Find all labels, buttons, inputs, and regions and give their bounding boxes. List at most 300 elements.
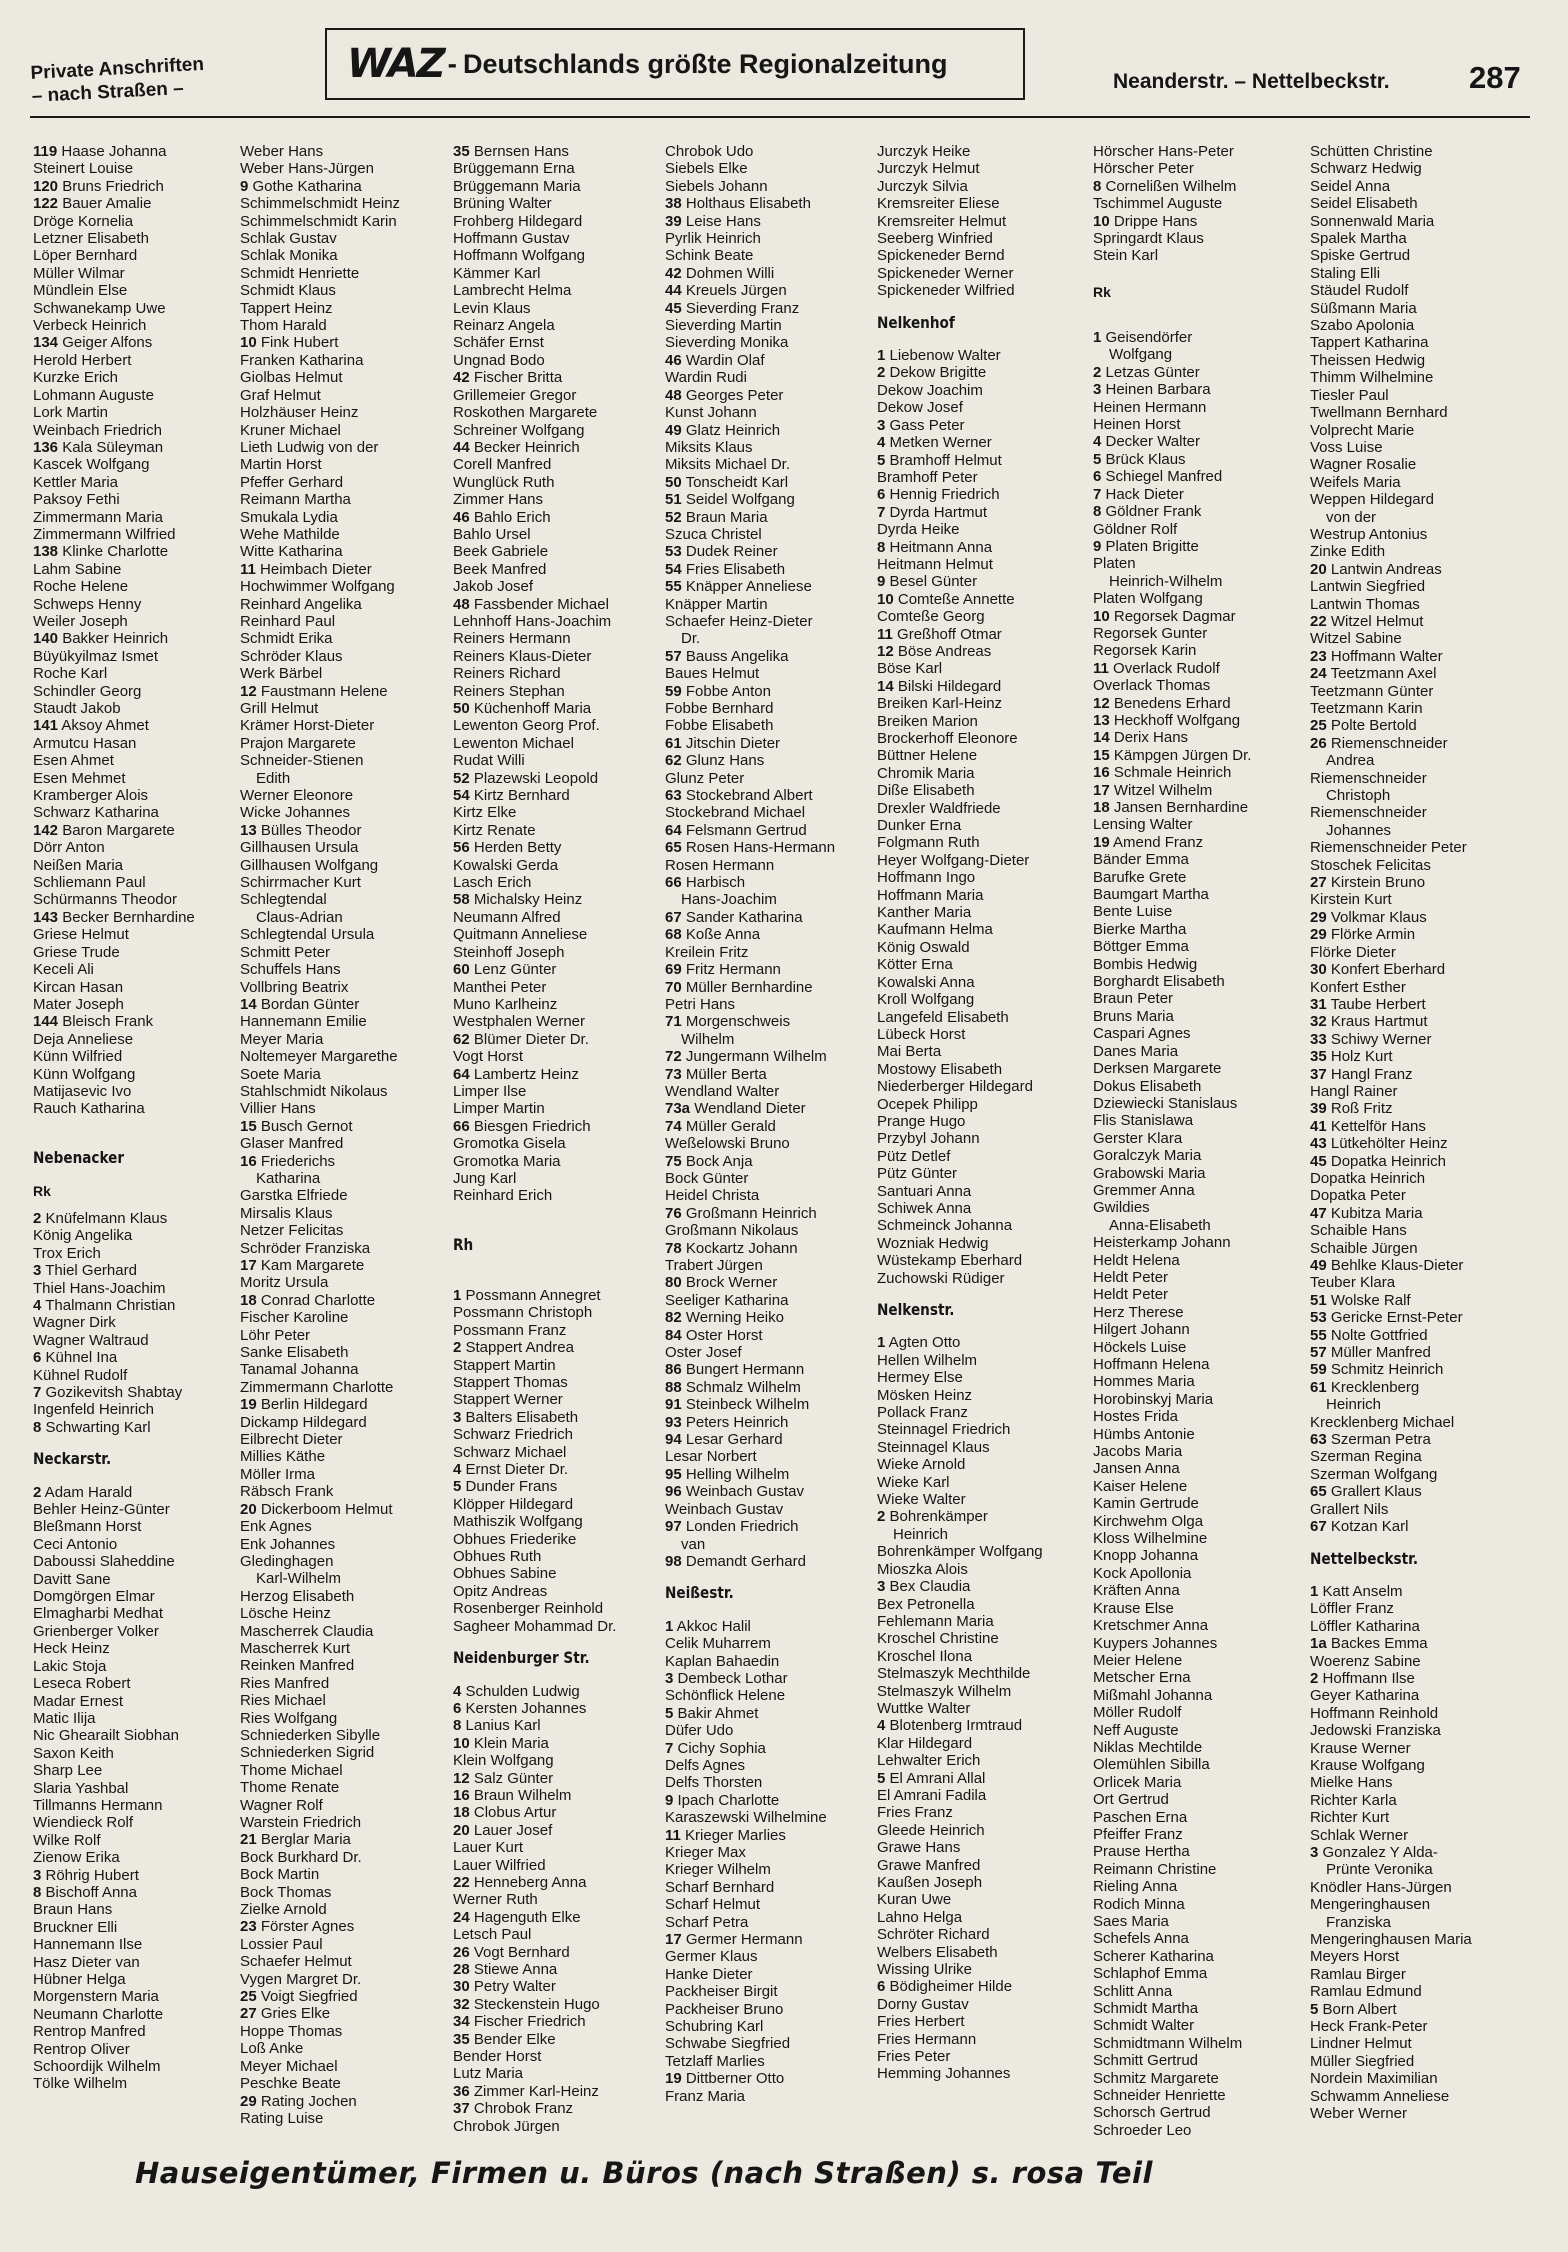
house-number: 136	[33, 438, 59, 456]
house-number: 27	[240, 2005, 257, 2023]
house-number: 68	[665, 926, 682, 944]
resident-entry: Lensing Walter	[1093, 816, 1193, 834]
house-number: 43	[1310, 1135, 1327, 1153]
house-number: 8	[453, 1717, 462, 1735]
resident-entry: Twellmann Bernhard	[1310, 404, 1448, 422]
street-heading: Neißestr.	[665, 1583, 734, 1603]
resident-entry: 6 Kühnel Ina	[33, 1349, 118, 1367]
resident-entry: Kirtz Elke	[453, 804, 517, 822]
resident-entry: Krieger Max	[665, 1844, 746, 1861]
resident-entry: Rentrop Oliver	[33, 2040, 130, 2058]
resident-entry: Seidel Elisabeth	[1310, 195, 1418, 213]
house-number: 23	[240, 1918, 257, 1936]
house-number: 70	[665, 978, 682, 996]
resident-entry: 2 Bohrenkämper	[877, 1508, 988, 1526]
resident-entry: Dokus Elisabeth	[1093, 1077, 1202, 1095]
resident-entry: Trabert Jürgen	[665, 1257, 763, 1274]
directory-column-6	[1093, 143, 1305, 2139]
resident-entry: Wozniak Hedwig	[877, 1234, 989, 1252]
resident-entry: Schreiner Wolfgang	[453, 421, 585, 439]
resident-entry: 96 Weinbach Gustav	[665, 1483, 804, 1501]
house-number: 72	[665, 1048, 682, 1066]
directory-column-5	[877, 143, 1089, 2083]
resident-entry: 70 Müller Bernhardine	[665, 978, 813, 996]
resident-entry: Schaefer Heinz-Dieter	[665, 612, 813, 630]
house-number: 35	[1310, 1048, 1327, 1066]
resident-entry: Künn Wolfgang	[33, 1065, 136, 1083]
resident-entry: Knödler Hans-Jürgen	[1310, 1878, 1452, 1896]
resident-entry: Heldt Helena	[1093, 1251, 1180, 1269]
resident-entry: 60 Lenz Günter	[453, 961, 557, 979]
house-number: 11	[665, 1826, 681, 1844]
resident-entry: Bänder Emma	[1093, 851, 1189, 869]
resident-entry: Bock Thomas	[240, 1883, 332, 1901]
resident-entry: Graf Helmut	[240, 386, 321, 404]
resident-entry: Thome Renate	[240, 1779, 340, 1797]
resident-entry: 7 Hack Dieter	[1093, 485, 1184, 503]
resident-entry: Welbers Elisabeth	[877, 1943, 998, 1961]
resident-entry: Mengeringhausen Maria	[1310, 1931, 1472, 1949]
house-number: 58	[453, 891, 470, 909]
resident-entry: Schaible Hans	[1310, 1222, 1407, 1240]
resident-entry: Comteße Georg	[877, 608, 985, 626]
resident-entry: Johannes	[1326, 821, 1392, 839]
resident-entry: Zimmermann Maria	[33, 508, 164, 526]
house-number: 91	[665, 1396, 682, 1414]
resident-entry: Tölke Wilhelm	[33, 2075, 128, 2093]
resident-entry: Saxon Keith	[33, 1744, 114, 1762]
resident-entry: 16 Braun Wilhelm	[453, 1786, 572, 1804]
resident-entry: 26 Riemenschneider	[1310, 734, 1448, 752]
resident-entry: Schniederken Sigrid	[240, 1744, 375, 1762]
resident-entry: 84 Oster Horst	[665, 1326, 763, 1344]
resident-entry: Schmitt Peter	[240, 943, 331, 961]
resident-entry: Grallert Nils	[1310, 1500, 1389, 1518]
directory-column-4	[665, 143, 877, 2105]
resident-entry: Schliemann Paul	[33, 874, 146, 892]
resident-entry: 138 Klinke Charlotte	[33, 543, 169, 561]
house-number: 8	[1093, 503, 1102, 521]
house-number: 57	[1310, 1344, 1327, 1362]
house-number: 18	[1093, 799, 1110, 816]
resident-entry: Schaefer Helmut	[240, 1953, 352, 1971]
resident-entry: Borghardt Elisabeth	[1093, 973, 1225, 991]
house-number: 66	[665, 874, 682, 892]
resident-entry: 63 Szerman Petra	[1310, 1431, 1431, 1449]
resident-entry: 24 Teetzmann Axel	[1310, 665, 1437, 683]
resident-entry: Weber Hans	[240, 143, 324, 160]
resident-entry: 54 Fries Elisabeth	[665, 560, 786, 578]
resident-entry: Wiendieck Rolf	[33, 1814, 134, 1832]
resident-entry: 62 Blümer Dieter Dr.	[453, 1030, 589, 1048]
resident-entry: Büyükyilmaz Ismet	[33, 647, 159, 665]
resident-entry: 17 Witzel Wilhelm	[1093, 781, 1213, 799]
resident-entry: 7 Gozikevitsh Shabtay	[33, 1384, 183, 1402]
house-number: 26	[453, 1943, 470, 1961]
house-number: 27	[1310, 874, 1327, 892]
resident-entry: 20 Dickerboom Helmut	[240, 1500, 393, 1518]
house-number: 59	[1310, 1361, 1327, 1379]
house-number: 54	[665, 560, 682, 578]
resident-entry: Domgörgen Elmar	[33, 1588, 155, 1606]
resident-entry: Jacobs Maria	[1093, 1443, 1183, 1461]
resident-entry: Großmann Nikolaus	[665, 1222, 799, 1240]
resident-entry: Karl-Wilhelm	[256, 1570, 342, 1588]
resident-entry: Krause Else	[1093, 1599, 1174, 1617]
resident-entry: Davitt Sane	[33, 1570, 111, 1588]
resident-entry: Prange Hugo	[877, 1112, 966, 1130]
resident-entry: Manthei Peter	[453, 978, 547, 996]
resident-entry: Grabowski Maria	[1093, 1164, 1206, 1182]
resident-entry: Thimm Wilhelmine	[1310, 369, 1434, 387]
resident-entry: 29 Rating Jochen	[240, 2092, 357, 2110]
house-number: 5	[665, 1704, 674, 1722]
house-number: 50	[665, 473, 682, 491]
resident-entry: 95 Helling Wilhelm	[665, 1465, 790, 1483]
house-number: 1	[877, 1334, 886, 1352]
resident-entry: 65 Grallert Klaus	[1310, 1483, 1422, 1501]
resident-entry: Gleede Heinrich	[877, 1821, 985, 1839]
house-number: 134	[33, 334, 59, 352]
resident-entry: Hoffmann Ingo	[877, 869, 976, 887]
house-number: 5	[877, 1769, 886, 1787]
resident-entry: Hellen Wilhelm	[877, 1351, 978, 1369]
resident-entry: Pfeffer Gerhard	[240, 473, 344, 491]
resident-entry: 9 Gothe Katharina	[240, 177, 362, 195]
house-number: 119	[33, 143, 58, 160]
resident-entry: Reiners Hermann	[453, 630, 571, 648]
house-number: 64	[665, 821, 682, 839]
resident-entry: 72 Jungermann Wilhelm	[665, 1048, 827, 1066]
house-number: 12	[877, 642, 894, 660]
house-number: 86	[665, 1361, 682, 1379]
resident-entry: 74 Müller Gerald	[665, 1117, 776, 1135]
resident-entry: 2 Hoffmann Ilse	[1310, 1669, 1415, 1687]
resident-entry: Smukala Lydia	[240, 508, 338, 526]
resident-entry: 19 Berlin Hildegard	[240, 1396, 368, 1414]
resident-entry: 46 Wardin Olaf	[665, 351, 765, 369]
resident-entry: Beek Gabriele	[453, 543, 549, 561]
house-number: 6	[877, 486, 886, 504]
resident-entry: Heinrich	[1326, 1396, 1382, 1414]
resident-entry: Lahno Helga	[877, 1908, 963, 1926]
resident-entry: Mostowy Elisabeth	[877, 1060, 1003, 1078]
resident-entry: 122 Bauer Amalie	[33, 195, 152, 213]
resident-entry: 3 Dembeck Lothar	[665, 1669, 788, 1687]
resident-entry: 10 Drippe Hans	[1093, 212, 1198, 230]
resident-entry: Schönflick Helene	[665, 1687, 786, 1705]
house-number: 10	[1093, 212, 1110, 230]
house-number: 2	[1310, 1669, 1319, 1687]
resident-entry: Siebels Johann	[665, 177, 768, 195]
resident-entry: Weinbach Friedrich	[33, 421, 162, 439]
section-heading-line2: – nach Straßen –	[31, 78, 185, 107]
resident-entry: Hoffmann Gustav	[453, 230, 570, 248]
resident-entry: 11 Krieger Marlies	[665, 1826, 786, 1844]
resident-entry: Glunz Peter	[665, 769, 745, 787]
resident-entry: Heitmann Helmut	[877, 555, 993, 573]
resident-entry: 69 Fritz Hermann	[665, 961, 781, 979]
house-number: 32	[453, 1995, 470, 2013]
resident-entry: Steinnagel Friedrich	[877, 1421, 1011, 1439]
resident-entry: Lork Martin	[33, 404, 109, 422]
resident-entry: 61 Krecklenberg	[1310, 1378, 1420, 1396]
resident-entry: 4 Blotenberg Irmtraud	[877, 1717, 1023, 1735]
house-number: 10	[240, 334, 257, 352]
resident-entry: Daboussi Slaheddine	[33, 1553, 175, 1571]
resident-entry: 61 Jitschin Dieter	[665, 734, 781, 752]
resident-entry: Mösken Heinz	[877, 1386, 973, 1404]
resident-entry: Garstka Elfriede	[240, 1187, 348, 1205]
resident-entry: Vogt Horst	[453, 1048, 524, 1066]
house-number: 138	[33, 543, 59, 561]
resident-entry: Möller Irma	[240, 1465, 316, 1483]
house-number: 11	[1093, 659, 1109, 677]
resident-entry: 144 Bleisch Frank	[33, 1013, 154, 1031]
house-number: 48	[453, 595, 470, 613]
house-number: 2	[877, 1508, 886, 1526]
resident-entry: Overlack Thomas	[1093, 677, 1211, 695]
resident-entry: 66 Harbisch	[665, 874, 746, 892]
house-number: 48	[665, 386, 682, 404]
resident-entry: 15 Kämpgen Jürgen Dr.	[1093, 746, 1252, 764]
resident-entry: Rosenberger Reinhold	[453, 1600, 604, 1618]
resident-entry: Mater Joseph	[33, 995, 124, 1013]
resident-entry: 3 Heinen Barbara	[1093, 381, 1211, 399]
resident-entry: 52 Braun Maria	[665, 508, 768, 526]
resident-entry: 24 Hagenguth Elke	[453, 1908, 581, 1926]
resident-entry: Richter Kurt	[1310, 1809, 1390, 1827]
resident-entry: Villier Hans	[240, 1100, 316, 1118]
resident-entry: Brockerhoff Eleonore	[877, 730, 1018, 747]
house-number: 3	[1310, 1844, 1319, 1861]
resident-entry: Delfs Agnes	[665, 1756, 746, 1774]
resident-entry: Szabo Apolonia	[1310, 317, 1415, 335]
resident-entry: Katharina	[256, 1169, 321, 1187]
resident-entry: 14 Bilski Hildegard	[877, 677, 1002, 695]
resident-entry: Miksits Michael Dr.	[665, 456, 791, 474]
spacer	[33, 1118, 245, 1135]
resident-entry: Thome Michael	[240, 1761, 343, 1779]
resident-entry: 71 Morgenschweis	[665, 1013, 791, 1031]
resident-entry: Kirstein Kurt	[1310, 891, 1392, 909]
resident-entry: Possmann Christoph	[453, 1304, 593, 1322]
resident-entry: 8 Cornelißen Wilhelm	[1093, 177, 1237, 195]
resident-entry: Zielke Arnold	[240, 1901, 327, 1919]
resident-entry: 29 Volkmar Klaus	[1310, 908, 1427, 926]
resident-entry: Gromotka Gisela	[453, 1135, 566, 1153]
resident-entry: 1 Geisendörfer	[1093, 329, 1193, 347]
house-number: 1	[1093, 329, 1102, 347]
house-number: 29	[240, 2092, 257, 2110]
resident-entry: Zimmermann Charlotte	[240, 1378, 394, 1396]
resident-entry: Hoffmann Helena	[1093, 1356, 1210, 1373]
resident-entry: Dörr Anton	[33, 839, 105, 857]
resident-entry: Steinnagel Klaus	[877, 1438, 990, 1456]
resident-entry: Riemenschneider	[1310, 804, 1427, 822]
resident-entry: Volprecht Marie	[1310, 421, 1415, 439]
resident-entry: Schoordijk Wilhelm	[33, 2058, 161, 2076]
resident-entry: Geyer Katharina	[1310, 1687, 1420, 1705]
resident-entry: 75 Bock Anja	[665, 1152, 753, 1170]
resident-entry: Dickamp Hildegard	[240, 1413, 367, 1431]
resident-entry: Esen Ahmet	[33, 752, 114, 770]
resident-entry: 140 Bakker Heinrich	[33, 630, 169, 648]
resident-entry: 9 Platen Brigitte	[1093, 537, 1199, 555]
resident-entry: 4 Schulden Ludwig	[453, 1682, 580, 1700]
house-number: 12	[240, 682, 257, 700]
resident-entry: Gremmer Anna	[1093, 1181, 1195, 1199]
resident-entry: Konfert Esther	[1310, 978, 1406, 996]
house-number: 15	[1093, 746, 1110, 764]
resident-entry: Voss Luise	[1310, 438, 1383, 456]
resident-entry: Breiken Marion	[877, 712, 978, 730]
resident-entry: Lantwin Thomas	[1310, 595, 1420, 613]
house-number: 52	[453, 769, 470, 787]
resident-entry: 2 Letzas Günter	[1093, 363, 1200, 381]
resident-entry: Rosen Hermann	[665, 856, 775, 874]
resident-entry: Schimmelschmidt Karin	[240, 212, 397, 230]
resident-entry: Martin Horst	[240, 456, 322, 474]
resident-entry: Staudt Jakob	[33, 700, 121, 717]
resident-entry: 64 Lambertz Heinz	[453, 1065, 579, 1083]
resident-entry: Levin Klaus	[453, 299, 531, 317]
waz-logo: WAZ	[347, 41, 444, 87]
resident-entry: Danes Maria	[1093, 1042, 1179, 1060]
resident-entry: Werk Bärbel	[240, 665, 323, 683]
resident-entry: 37 Hangl Franz	[1310, 1065, 1413, 1083]
street-heading: Neckarstr.	[33, 1449, 112, 1469]
resident-entry: Kowalski Anna	[877, 973, 975, 991]
resident-entry: Knäpper Martin	[665, 595, 768, 613]
resident-entry: Schwarz Katharina	[33, 804, 159, 822]
resident-entry: Hasz Dieter van	[33, 1953, 140, 1971]
resident-entry: Klar Hildegard	[877, 1734, 973, 1752]
house-number: 143	[33, 908, 59, 926]
resident-entry: Possmann Franz	[453, 1321, 567, 1339]
house-number: 30	[453, 1978, 470, 1996]
resident-entry: 42 Dohmen Willi	[665, 264, 775, 282]
resident-entry: 8 Göldner Frank	[1093, 503, 1202, 521]
resident-entry: Lübeck Horst	[877, 1025, 966, 1043]
resident-entry: 59 Fobbe Anton	[665, 682, 771, 700]
resident-entry: 30 Petry Walter	[453, 1978, 556, 1996]
resident-entry: Hümbs Antonie	[1093, 1425, 1195, 1443]
resident-entry: 7 Dyrda Hartmut	[877, 503, 988, 521]
resident-entry: Schlaphof Emma	[1093, 1965, 1208, 1983]
resident-entry: Braun Peter	[1093, 990, 1174, 1008]
resident-entry: 48 Fassbender Michael	[453, 595, 609, 613]
resident-entry: König Angelika	[33, 1227, 133, 1245]
resident-entry: Klöpper Hildegard	[453, 1495, 574, 1513]
resident-entry: Teetzmann Karin	[1310, 700, 1423, 717]
resident-entry: Bente Luise	[1093, 903, 1173, 921]
house-number: 52	[665, 508, 682, 526]
resident-entry: Meier Helene	[1093, 1651, 1183, 1669]
resident-entry: Hübner Helga	[33, 1971, 126, 1989]
house-number: 122	[33, 195, 59, 213]
resident-entry: Claus-Adrian	[256, 908, 343, 926]
resident-entry: Mathiszik Wolfgang	[453, 1513, 583, 1531]
resident-entry: 54 Kirtz Bernhard	[453, 787, 570, 805]
house-number: 66	[453, 1117, 470, 1135]
resident-entry: 136 Kala Süleyman	[33, 438, 164, 456]
house-number: 15	[240, 1117, 257, 1135]
resident-entry: Lewenton Michael	[453, 734, 574, 752]
resident-entry: Kötter Erna	[877, 956, 953, 974]
resident-entry: Schlegtendal	[240, 891, 327, 909]
resident-entry: Lehwalter Erich	[877, 1752, 981, 1770]
resident-entry: Caspari Agnes	[1093, 1025, 1191, 1043]
house-number: 120	[33, 177, 59, 195]
house-number: 10	[1093, 607, 1110, 625]
house-number: 3	[1093, 381, 1102, 399]
house-number: 19	[240, 1396, 257, 1414]
resident-entry: 26 Vogt Bernhard	[453, 1943, 570, 1961]
resident-entry: Kaußen Joseph	[877, 1874, 983, 1891]
house-number: 46	[453, 508, 470, 526]
resident-entry: Limper Ilse	[453, 1082, 527, 1100]
house-number: 37	[1310, 1065, 1327, 1083]
resident-entry: Schmidt Erika	[240, 630, 333, 648]
house-number: 64	[453, 1065, 470, 1083]
resident-entry: Kaplan Bahaedin	[665, 1652, 780, 1670]
house-number: 19	[1093, 833, 1110, 851]
resident-entry: Mündlein Else	[33, 282, 128, 300]
house-number: 45	[1310, 1152, 1327, 1170]
resident-entry: Kremsreiter Eliese	[877, 195, 1000, 213]
resident-entry: 35 Bender Elke	[453, 2030, 556, 2048]
house-number: 36	[453, 2082, 470, 2100]
resident-entry: Scherer Katharina	[1093, 1947, 1214, 1965]
resident-entry: 98 Demandt Gerhard	[665, 1552, 806, 1570]
house-number: 73a	[665, 1100, 691, 1118]
resident-entry: Obhues Friederike	[453, 1530, 577, 1548]
house-number: 24	[453, 1908, 470, 1926]
resident-entry: Dröge Kornelia	[33, 212, 134, 230]
resident-entry: 32 Steckenstein Hugo	[453, 1995, 600, 2013]
resident-entry: Oster Josef	[665, 1344, 742, 1362]
resident-entry: Brüggemann Maria	[453, 177, 581, 195]
house-number: 8	[33, 1883, 42, 1901]
resident-entry: Schlegtendal Ursula	[240, 926, 375, 944]
resident-entry: 1a Backes Emma	[1310, 1635, 1428, 1653]
house-number: 28	[453, 1961, 470, 1978]
house-number: 57	[665, 647, 682, 665]
house-number: 1	[1310, 1582, 1319, 1600]
resident-entry: Bombis Hedwig	[1093, 955, 1198, 973]
subsection-label: Rk	[1093, 284, 1111, 301]
resident-entry: Ceci Antonio	[33, 1535, 118, 1553]
resident-entry: Fobbe Elisabeth	[665, 717, 774, 735]
resident-entry: 22 Henneberg Anna	[453, 1873, 587, 1891]
resident-entry: Mioszka Alois	[877, 1560, 968, 1578]
resident-entry: Heidel Christa	[665, 1187, 760, 1205]
resident-entry: Löper Bernhard	[33, 247, 138, 265]
resident-entry: Westphalen Werner	[453, 1013, 586, 1031]
resident-entry: Pollack Franz	[877, 1404, 968, 1422]
house-number: 78	[665, 1239, 682, 1257]
resident-entry: 67 Kotzan Karl	[1310, 1518, 1409, 1536]
house-number: 67	[1310, 1518, 1327, 1536]
house-number: 16	[1093, 764, 1110, 782]
resident-entry: 50 Tonscheidt Karl	[665, 473, 789, 491]
resident-entry: Letzner Elisabeth	[33, 230, 149, 248]
page-number: 287	[1469, 60, 1521, 95]
footer-note: Hauseigentümer, Firmen u. Büros (nach Straßen) s. rosa Teil	[135, 2156, 1153, 2190]
house-number: 88	[665, 1378, 682, 1396]
house-number: 41	[1310, 1117, 1327, 1135]
